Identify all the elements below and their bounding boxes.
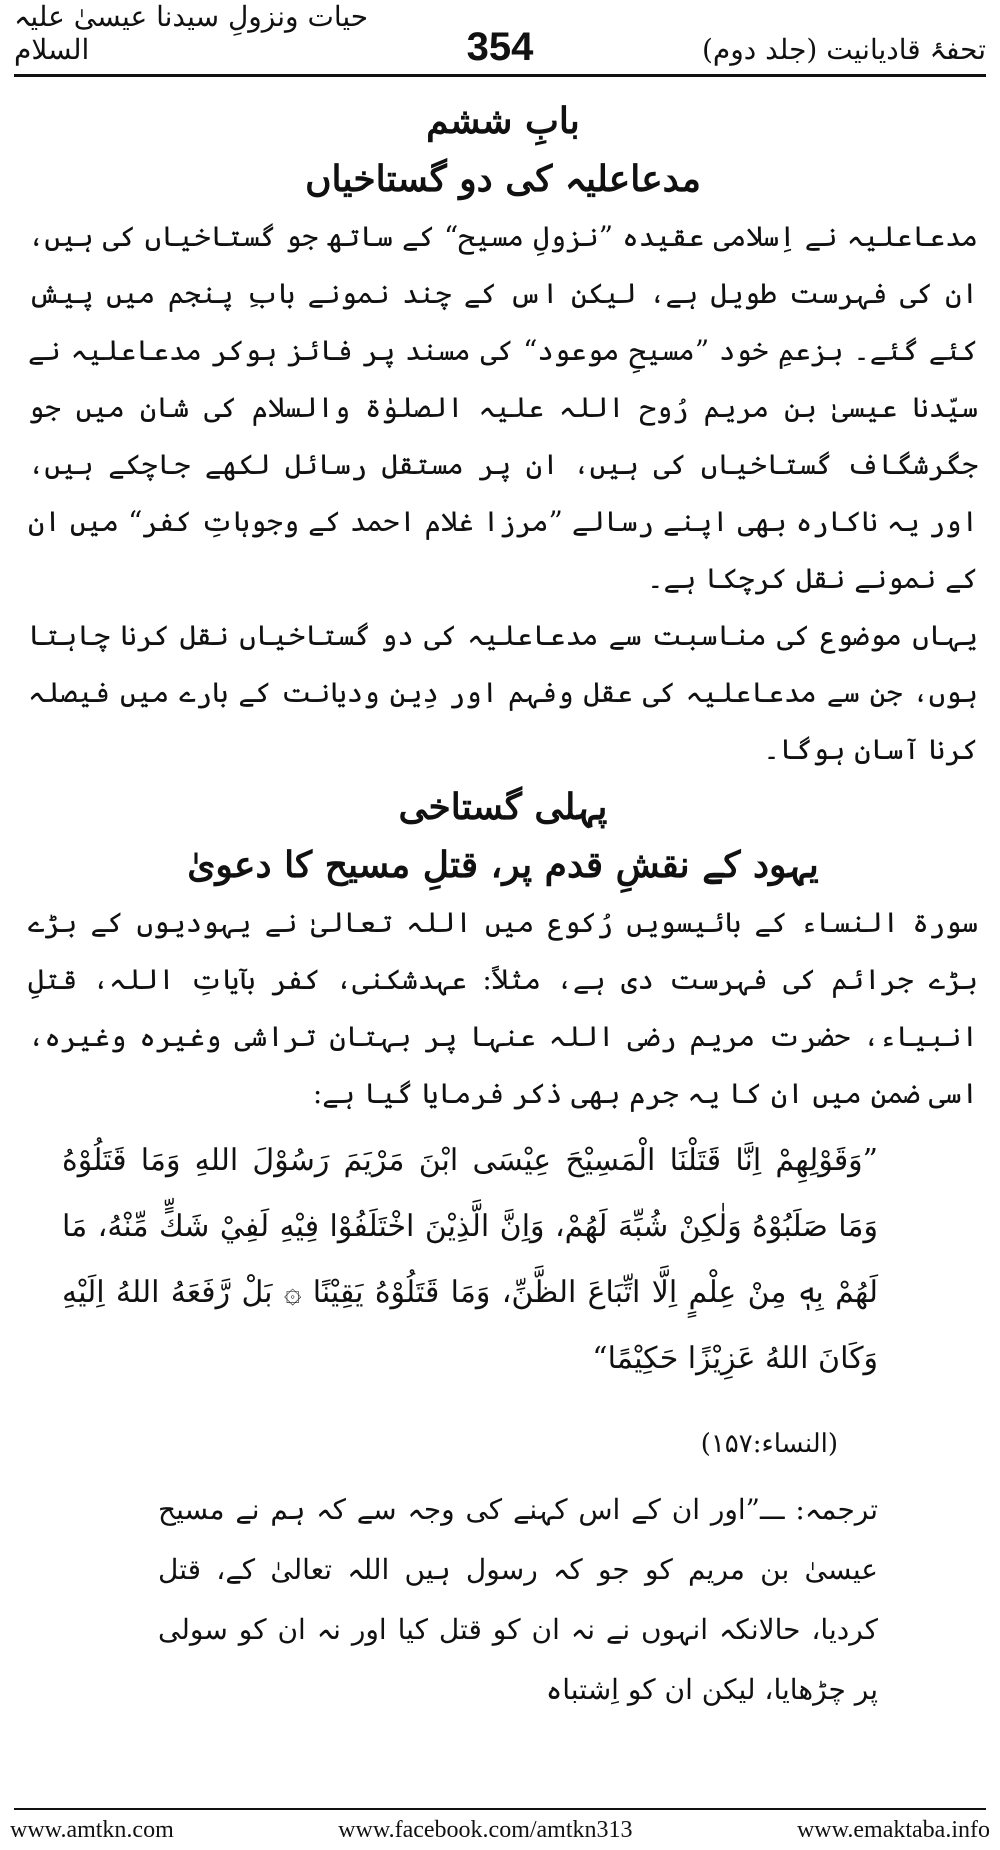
intro-paragraph-1: مدعاعلیہ نے اِسلامی عقیدہ ”نزولِ مسیح“ کے ساتھ جو گستاخیاں کی ہیں، ان کی فہرست طویل ہے، لیکن اس کے چند نمونے بابِ پنجم میں پیش کئے گئے۔ بزعمِ خود ”مسیحِ موعود“ کی مسند پر فائز ہوکر مدعاعلیہ نے سیّدنا عیسیٰ بن مریم رُوح اللہ علیہ الصلوٰۃ والسلام کی شان میں جو جگرشگاف گستاخیاں کی ہیں، ان پر مستقل رسائل لکھے جاچکے ہیں، اور یہ ناکارہ بھی اپنے رسالے ”مرزا غلام احمد کے وجوہاتِ کفر“ میں ان کے نمونے نقل کرچکا ہے۔ bbox=[28, 220, 978, 595]
footer-link-amtkn[interactable]: www.amtkn.com bbox=[10, 1816, 174, 1843]
chapter-title: مدعاعلیہ کی دو گستاخیاں bbox=[305, 158, 701, 200]
page-header bbox=[14, 0, 986, 70]
page-body bbox=[28, 92, 978, 1720]
section-paragraph: سورۃ النساء کے بائیسویں رُکوع میں اللہ تعالیٰ نے یہودیوں کے بڑے بڑے جرائم کی فہرست دی ہے، مثلاً: عہدشکنی، کفر بآیاتِ اللہ، قتلِ انبیاء، حضرت مریم رضی اللہ عنہا پر بہتان تراشی وغیرہ وغیرہ، اسی ضمن میں ان کا یہ جرم بھی ذکر فرمایا گیا ہے: bbox=[28, 906, 978, 1110]
quran-verse: ”وَقَوْلِهِمْ اِنَّا قَتَلْنَا الْمَسِيْحَ عِيْسَى ابْنَ مَرْيَمَ رَسُوْلَ اللهِ وَمَا قَتَلُوْهُ وَمَا صَلَبُوْهُ وَلٰكِنْ شُبِّهَ لَهُمْ، وَاِنَّ الَّذِيْنَ اخْتَلَفُوْا فِيْهِ لَفِيْ شَكٍّ مِّنْهُ، مَا لَهُمْ بِهٖ مِنْ عِلْمٍ اِلَّا اتِّبَاعَ الظَّنِّ، وَمَا قَتَلُوْهُ يَقِيْنًا ۞ بَلْ رَّفَعَهُ اللهُ اِلَيْهِ وَكَانَ اللهُ عَزِيْزًا حَكِيْمًا“ bbox=[62, 1143, 878, 1376]
verse-reference: (النساء:۱۵۷) bbox=[700, 1429, 838, 1459]
book-title: تحفۂ قادیانیت (جلد دوم) bbox=[701, 33, 986, 66]
verse-translation: ترجمہ: ـــ”اور ان کے اس کہنے کی وجہ سے کہ ہم نے مسیح عیسیٰ بن مریم کو جو کہ رسول ہیں اللہ تعالیٰ کے، قتل کردیا، حالانکہ انہوں نے نہ ان کو قتل کیا اور نہ ان کو سولی پر چڑھایا، لیکن ان کو اِشتباہ bbox=[158, 1493, 879, 1706]
header-divider bbox=[14, 74, 986, 77]
chapter-number: بابِ ششم bbox=[426, 100, 580, 142]
page-footer bbox=[10, 1814, 990, 1846]
running-chapter-title: حیات ونزولِ سیدنا عیسیٰ علیہ السلام bbox=[14, 0, 369, 66]
page-number: 354 bbox=[466, 25, 534, 69]
section-title: پہلی گستاخی bbox=[398, 786, 608, 828]
footer-divider bbox=[14, 1808, 986, 1810]
footer-link-emaktaba[interactable]: www.emaktaba.info bbox=[796, 1816, 990, 1843]
intro-paragraph-2: یہاں موضوع کی مناسبت سے مدعاعلیہ کی دو گستاخیاں نقل کرنا چاہتا ہوں، جن سے مدعاعلیہ کی عقل وفہم اور دِین ودیانت کے بارے میں فیصلہ کرنا آسان ہوگا۔ bbox=[28, 619, 978, 766]
section-subtitle: یہود کے نقشِ قدم پر، قتلِ مسیح کا دعویٰ bbox=[187, 844, 819, 886]
footer-link-facebook[interactable]: www.facebook.com/amtkn313 bbox=[338, 1816, 633, 1843]
